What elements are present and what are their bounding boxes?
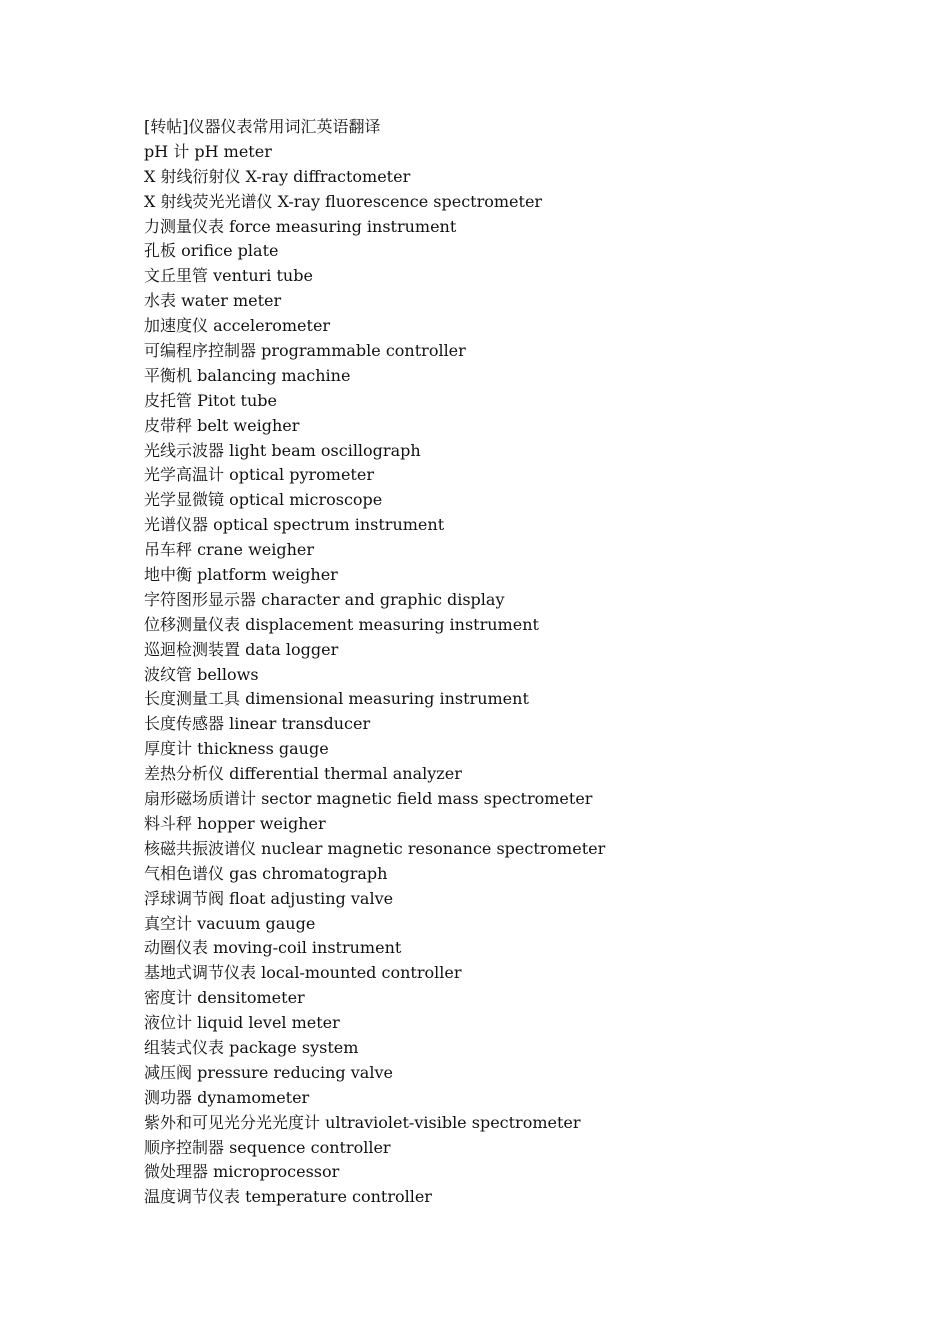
term-line: 长度传感器 linear transducer [144, 714, 371, 734]
term-line: 气相色谱仪 gas chromatograph [144, 863, 388, 883]
term-line: 料斗秤 hopper weigher [144, 813, 326, 833]
term-line: 密度计 densitometer [144, 988, 305, 1008]
document-title: [转帖]仪器仪表常用词汇英语翻译 [144, 117, 381, 136]
term-line: 水表 water meter [144, 291, 282, 311]
document-body [144, 115, 864, 1210]
term-line: 孔板 orifice plate [144, 241, 279, 261]
term-line: 浮球调节阀 float adjusting valve [144, 888, 394, 908]
term-line: 皮带秤 belt weigher [144, 415, 300, 435]
term-line: 长度测量工具 dimensional measuring instrument [144, 689, 529, 709]
term-line: 顺序控制器 sequence controller [144, 1137, 391, 1157]
term-line: 力测量仪表 force measuring instrument [144, 216, 457, 236]
term-line: 核磁共振波谱仪 nuclear magnetic resonance spectrometer [144, 838, 606, 858]
term-line: 文丘里管 venturi tube [144, 266, 313, 286]
term-line: 可编程序控制器 programmable controller [144, 341, 466, 361]
term-line: 光谱仪器 optical spectrum instrument [144, 515, 445, 535]
term-line: 真空计 vacuum gauge [144, 913, 316, 933]
term-line: 组装式仪表 package system [144, 1037, 359, 1057]
term-line: 减压阀 pressure reducing valve [144, 1062, 393, 1082]
term-line: 光学显微镜 optical microscope [144, 490, 383, 510]
term-line: 厚度计 thickness gauge [144, 739, 329, 759]
term-line: 基地式调节仪表 local-mounted controller [144, 963, 462, 983]
term-line: 紫外和可见光分光光度计 ultraviolet-visible spectrometer [144, 1112, 581, 1132]
term-line: 平衡机 balancing machine [144, 365, 351, 385]
term-line: pH 计 pH meter [144, 141, 272, 161]
term-line: 液位计 liquid level meter [144, 1013, 340, 1033]
term-line: 测功器 dynamometer [144, 1087, 310, 1107]
term-line: X 射线衍射仪 X-ray diffractometer [144, 166, 411, 186]
term-line: X 射线荧光光谱仪 X-ray fluorescence spectrometer [144, 191, 543, 211]
term-line: 吊车秤 crane weigher [144, 540, 315, 560]
term-line: 光线示波器 light beam oscillograph [144, 440, 421, 460]
term-line: 地中衡 platform weigher [144, 565, 338, 585]
term-line: 微处理器 microprocessor [144, 1162, 340, 1182]
term-line: 巡迴检测装置 data logger [144, 639, 339, 659]
term-line: 字符图形显示器 character and graphic display [144, 589, 505, 609]
term-line: 加速度仪 accelerometer [144, 316, 331, 336]
term-line: 位移测量仪表 displacement measuring instrument [144, 614, 539, 634]
term-line: 温度调节仪表 temperature controller [144, 1187, 432, 1207]
term-line: 皮托管 Pitot tube [144, 390, 277, 410]
term-line: 扇形磁场质谱计 sector magnetic field mass spectrometer [144, 789, 593, 809]
term-line: 光学高温计 optical pyrometer [144, 465, 374, 485]
term-line: 波纹管 bellows [144, 664, 259, 684]
term-line: 动圈仪表 moving-coil instrument [144, 938, 402, 958]
term-line: 差热分析仪 differential thermal analyzer [144, 764, 462, 784]
